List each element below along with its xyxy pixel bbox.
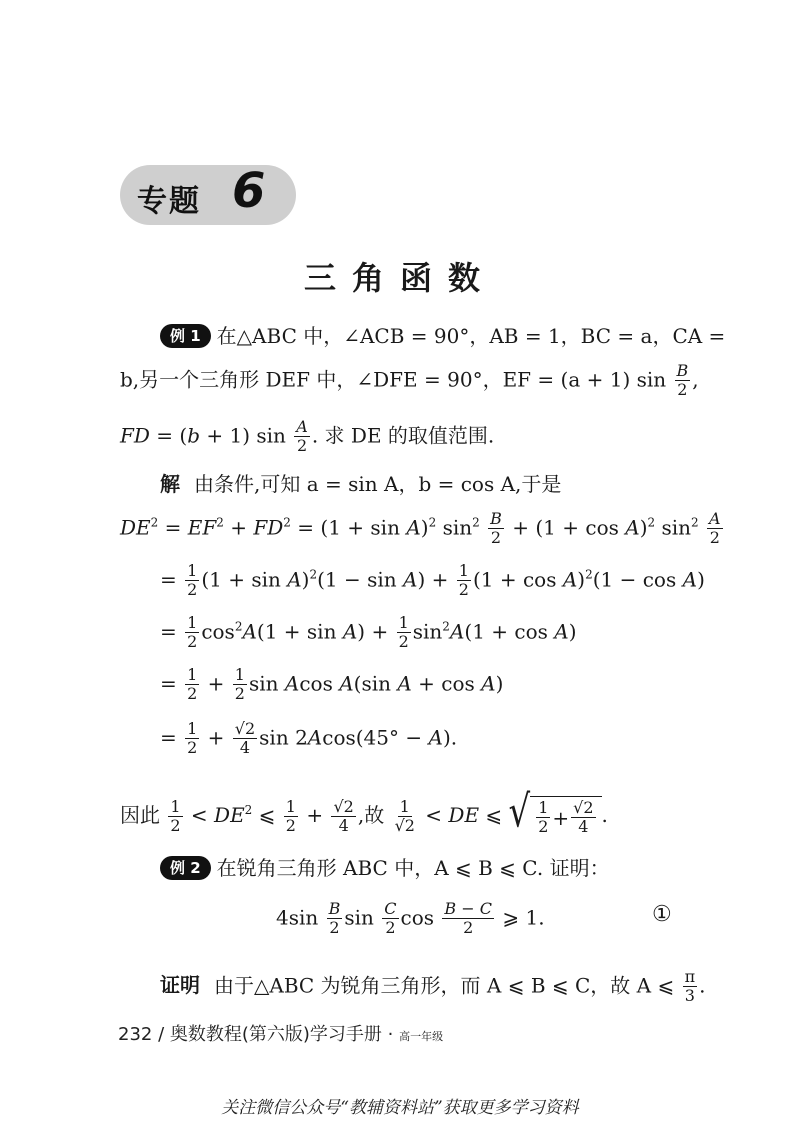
proof-lead: 证明 bbox=[160, 973, 200, 998]
grade-label: 高一年级 bbox=[399, 1030, 444, 1043]
book-title: 奥数教程(第六版)学习手册 bbox=[169, 1024, 382, 1045]
example2-line: 例 2 在锐角三角形 ABC 中，A ⩽ B ⩽ C. 证明： bbox=[160, 852, 610, 881]
equation-line-3: = $\frac{1}{2}$ $\cos^2A(1 + \sin A)$ + $\frac{1}{2}$ $\sin^2A(1 + \cos A)$ bbox=[160, 613, 577, 652]
solution-intro: 解 由条件,可知 a = sin A，b = cos A,于是 bbox=[160, 472, 562, 496]
equation-line-4: = $\frac{1}{2}$ + $\frac{1}{2}$ sin Acos A(sin A + cos A) bbox=[160, 665, 504, 704]
solution-lead: 解 bbox=[160, 472, 180, 496]
example2-tag: 例 2 bbox=[160, 856, 211, 880]
chapter-badge-number: 6 bbox=[232, 163, 266, 219]
chapter-badge-label: 专题 bbox=[137, 184, 201, 219]
chapter-title: 三角函数 bbox=[303, 259, 496, 297]
conclusion-line: 因此 $\frac{1}{2}$ < $DE^2$ ⩽ $\frac{1}{2}$ + $\frac{√2}{4}$ ,故 $\frac{1}{√2}$ < DE ⩽ √ $\frac{1}{2}$ + $\frac{√2}{4}$ . bbox=[120, 785, 608, 838]
equation-line-2: = $\frac{1}{2}$ $(1 + \sin A)^2(1 - \sin A)$ + $\frac{1}{2}$ $(1 + \cos A)^2(1 - \cos A)$ bbox=[160, 561, 705, 600]
page-footer: 232 / 奥数教程(第六版)学习手册 · 高一年级 bbox=[118, 1024, 444, 1045]
proof-line: 证明 由于△ABC 为锐角三角形，而 A ⩽ B ⩽ C，故 A ⩽ $\frac{\pi}{3}$ . bbox=[160, 967, 706, 1006]
watermark-text: 关注微信公众号“教辅资料站”获取更多学习资料 bbox=[221, 1098, 579, 1118]
example1-line3: FD = (b + 1) sin $\frac{A}{2}$ . 求 DE 的取值范围. bbox=[120, 417, 495, 456]
example1-line2: b,另一个三角形 DEF 中，∠DFE = 90°，EF = (a + 1) sin $\frac{B}{2}$ , bbox=[120, 361, 699, 400]
equation-label: ① bbox=[652, 902, 672, 927]
example2-equation: 4sin $\frac{B}{2}$ sin $\frac{C}{2}$ cos $\frac{B - C}{2}$ ⩾ 1. bbox=[276, 899, 545, 938]
equation-line-5: = $\frac{1}{2}$ + $\frac{√2}{4}$ sin 2Acos(45° − A). bbox=[160, 719, 458, 758]
fraction: $\frac{B}{2}$ bbox=[676, 361, 689, 400]
square-root: √ $\frac{1}{2}$ + $\frac{√2}{4}$ bbox=[509, 796, 602, 837]
example1-line1: 例 1 在△ABC 中，∠ACB = 90°，AB = 1，BC = a，CA = bbox=[160, 320, 725, 349]
example1-tag: 例 1 bbox=[160, 324, 211, 348]
page-number: 232 bbox=[118, 1024, 153, 1045]
equation-line-1: $DE^2 = EF^2 + FD^2 = (1 + \sin A)^2$ $\sin^2$ $\frac{B}{2}$ + $(1 + \cos A)^2$ $\sin^2$ $\frac{A}{2}$ bbox=[120, 509, 721, 548]
